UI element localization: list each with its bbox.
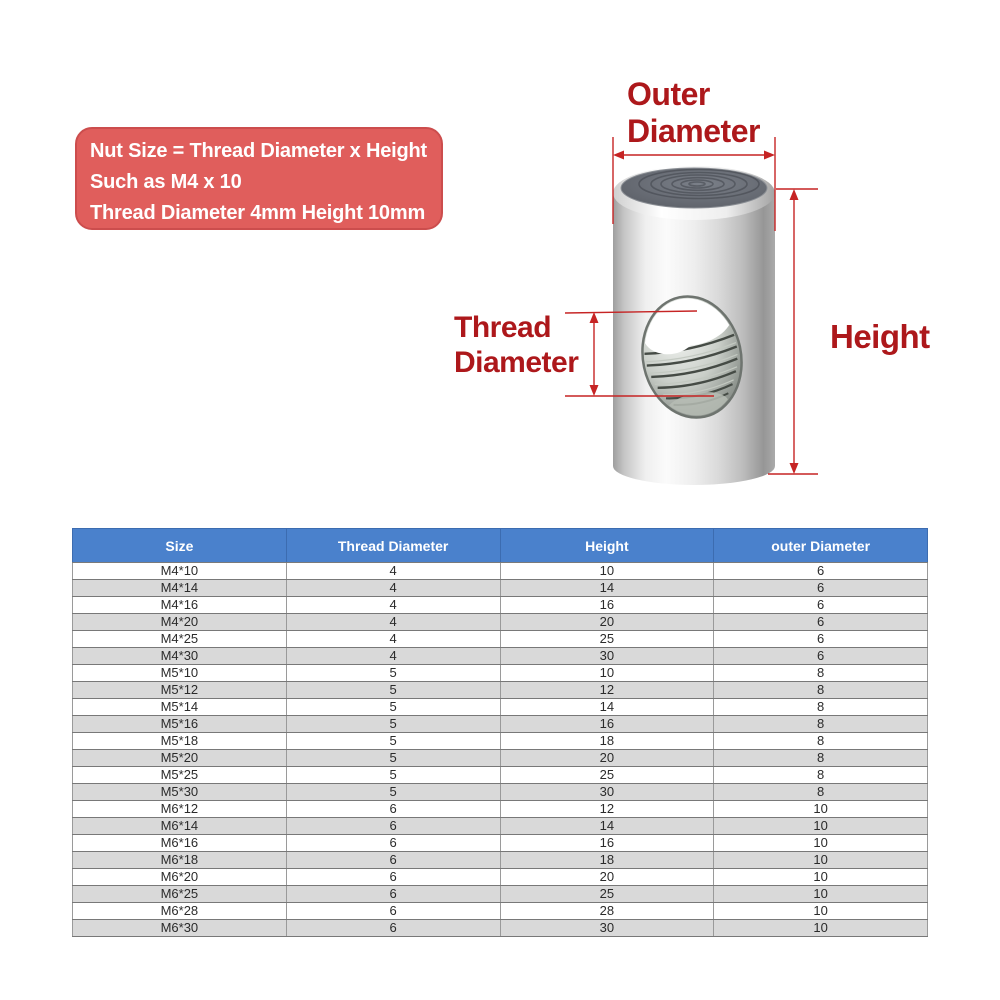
table-cell: 25 <box>500 767 714 784</box>
table-cell: 10 <box>714 869 928 886</box>
table-cell: M6*14 <box>73 818 287 835</box>
table-cell: 16 <box>500 716 714 733</box>
table-cell: 5 <box>286 699 500 716</box>
table-cell: 6 <box>286 835 500 852</box>
table-cell: 8 <box>714 682 928 699</box>
table-row <box>73 648 928 665</box>
table-cell: M4*16 <box>73 597 287 614</box>
table-cell: M4*25 <box>73 631 287 648</box>
table-cell: 8 <box>714 750 928 767</box>
table-row <box>73 563 928 580</box>
table-cell: 4 <box>286 648 500 665</box>
table-cell: 10 <box>500 665 714 682</box>
table-row <box>73 682 928 699</box>
table-cell: 18 <box>500 852 714 869</box>
table-cell: 14 <box>500 699 714 716</box>
table-cell: 10 <box>500 563 714 580</box>
table-cell: M4*14 <box>73 580 287 597</box>
table-cell: M6*28 <box>73 903 287 920</box>
table-cell: 6 <box>714 631 928 648</box>
table-cell: 8 <box>714 716 928 733</box>
table-cell: 5 <box>286 733 500 750</box>
table-row <box>73 614 928 631</box>
table-cell: 4 <box>286 580 500 597</box>
table-cell: M6*16 <box>73 835 287 852</box>
table-cell: 8 <box>714 665 928 682</box>
table-cell: 5 <box>286 767 500 784</box>
outer-diameter-label-line2: Diameter <box>627 113 760 150</box>
table-cell: 25 <box>500 886 714 903</box>
table-cell: 14 <box>500 580 714 597</box>
table-cell: 6 <box>714 614 928 631</box>
table-cell: 4 <box>286 631 500 648</box>
table-row <box>73 784 928 801</box>
table-row <box>73 818 928 835</box>
table-cell: M4*20 <box>73 614 287 631</box>
table-cell: 10 <box>714 852 928 869</box>
table-cell: 30 <box>500 920 714 937</box>
table-cell: 8 <box>714 733 928 750</box>
table-cell: M5*10 <box>73 665 287 682</box>
table-cell: 10 <box>714 886 928 903</box>
info-line-2: Such as M4 x 10 <box>90 171 242 193</box>
table-cell: 10 <box>714 801 928 818</box>
height-label: Height <box>830 318 930 355</box>
thread-diameter-label-line2: Diameter <box>454 346 579 380</box>
table-row <box>73 750 928 767</box>
table-cell: M6*30 <box>73 920 287 937</box>
table-cell: M5*16 <box>73 716 287 733</box>
table-cell: 6 <box>714 563 928 580</box>
table-cell: 5 <box>286 750 500 767</box>
table-row <box>73 835 928 852</box>
table-cell: 14 <box>500 818 714 835</box>
table-cell: 6 <box>286 886 500 903</box>
outer-diameter-label-line1: Outer <box>627 76 710 112</box>
table-row <box>73 665 928 682</box>
table-cell: M5*30 <box>73 784 287 801</box>
table-row <box>73 886 928 903</box>
table-cell: 6 <box>286 869 500 886</box>
table-cell: 28 <box>500 903 714 920</box>
table-cell: 4 <box>286 597 500 614</box>
table-cell: 6 <box>286 920 500 937</box>
outer-diameter-label <box>627 76 760 151</box>
col-header-thread-diameter: Thread Diameter <box>286 529 500 563</box>
size-spec-table-body <box>73 563 928 937</box>
thread-diameter-label <box>454 310 578 380</box>
table-cell: M5*14 <box>73 699 287 716</box>
table-row <box>73 903 928 920</box>
table-cell: 5 <box>286 784 500 801</box>
table-cell: 5 <box>286 682 500 699</box>
table-cell: M5*12 <box>73 682 287 699</box>
table-cell: 12 <box>500 801 714 818</box>
table-row <box>73 801 928 818</box>
table-cell: M5*20 <box>73 750 287 767</box>
col-header-size: Size <box>73 529 287 563</box>
table-cell: 6 <box>714 597 928 614</box>
table-cell: 18 <box>500 733 714 750</box>
table-cell: 6 <box>286 801 500 818</box>
table-row <box>73 631 928 648</box>
table-cell: 4 <box>286 614 500 631</box>
table-cell: 16 <box>500 597 714 614</box>
col-header-height: Height <box>500 529 714 563</box>
table-cell: 16 <box>500 835 714 852</box>
table-cell: 25 <box>500 631 714 648</box>
table-row <box>73 852 928 869</box>
info-line-1: Nut Size = Thread Diameter x Height <box>90 140 427 162</box>
table-cell: 8 <box>714 699 928 716</box>
size-spec-table <box>72 528 928 937</box>
table-cell: 6 <box>286 852 500 869</box>
table-cell: 30 <box>500 784 714 801</box>
table-cell: 6 <box>286 818 500 835</box>
table-row <box>73 767 928 784</box>
table-cell: 10 <box>714 920 928 937</box>
table-cell: M5*25 <box>73 767 287 784</box>
table-cell: 6 <box>714 648 928 665</box>
table-cell: 6 <box>286 903 500 920</box>
table-cell: M6*18 <box>73 852 287 869</box>
header-row <box>73 529 928 563</box>
table-row <box>73 869 928 886</box>
table-row <box>73 699 928 716</box>
table-cell: 6 <box>714 580 928 597</box>
col-header-outer-diameter: outer Diameter <box>714 529 928 563</box>
table-cell: 20 <box>500 750 714 767</box>
table-row <box>73 920 928 937</box>
table-cell: 10 <box>714 835 928 852</box>
table-cell: 12 <box>500 682 714 699</box>
table-cell: 10 <box>714 818 928 835</box>
table-cell: M6*25 <box>73 886 287 903</box>
table-cell: 20 <box>500 614 714 631</box>
table-cell: M4*30 <box>73 648 287 665</box>
table-cell: 10 <box>714 903 928 920</box>
table-cell: M5*18 <box>73 733 287 750</box>
table-cell: 4 <box>286 563 500 580</box>
table-cell: 5 <box>286 665 500 682</box>
thread-diameter-label-line1: Thread <box>454 311 552 344</box>
table-cell: M6*20 <box>73 869 287 886</box>
size-spec-table-head <box>73 529 928 563</box>
height-dimension <box>768 189 818 474</box>
table-row <box>73 733 928 750</box>
table-cell: 8 <box>714 767 928 784</box>
table-row <box>73 597 928 614</box>
table-cell: 5 <box>286 716 500 733</box>
table-cell: M6*12 <box>73 801 287 818</box>
table-cell: 30 <box>500 648 714 665</box>
table-cell: 8 <box>714 784 928 801</box>
table-row <box>73 580 928 597</box>
table-row <box>73 716 928 733</box>
table-cell: 20 <box>500 869 714 886</box>
table-cell: M4*10 <box>73 563 287 580</box>
info-line-3: Thread Diameter 4mm Height 10mm <box>90 202 426 224</box>
